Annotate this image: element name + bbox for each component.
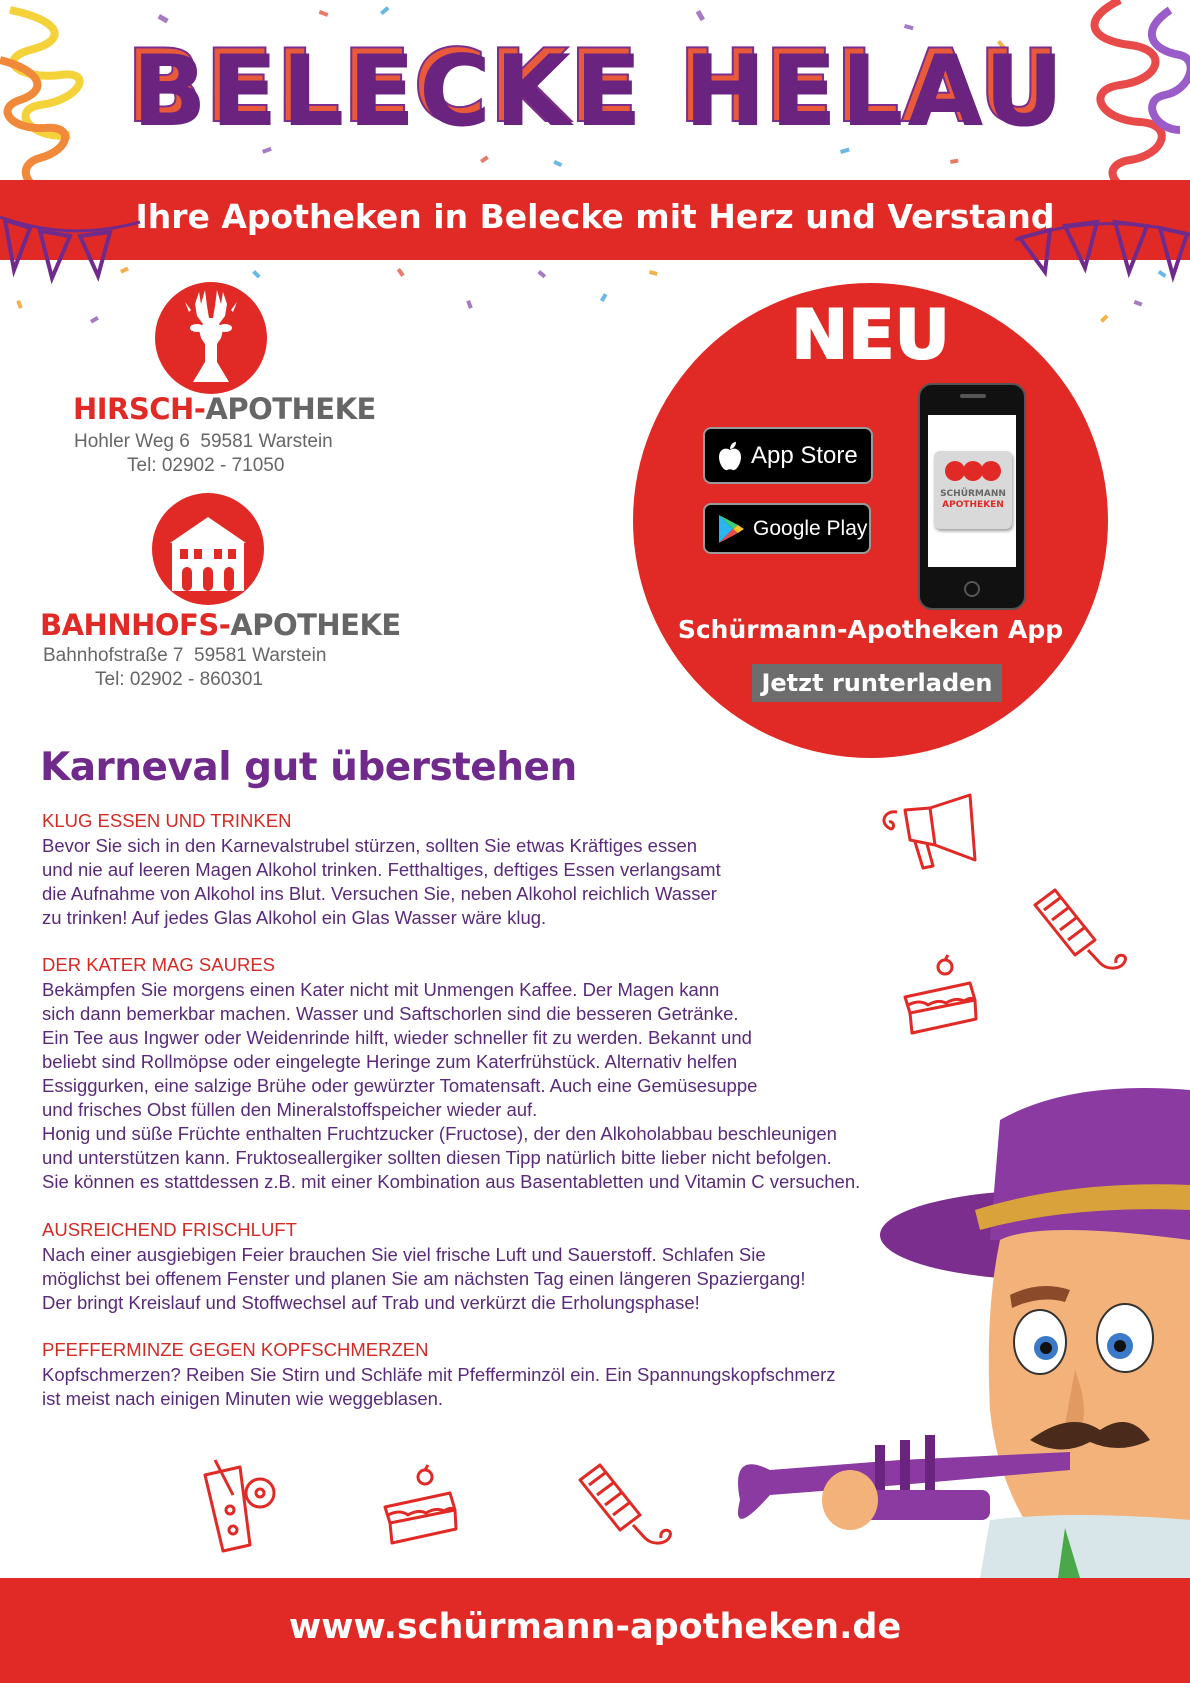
section-body: Kopfschmerzen? Reiben Sie Stirn und Schläfe mit Pfefferminzöl ein. Ein Spannungskopfschmerz ist meist nach einigen Minuten wie weggeblasen.	[42, 1364, 836, 1409]
megaphone-icon	[875, 790, 985, 880]
pharmacy-phone: Tel: 02902 - 860301	[95, 669, 263, 690]
website-link[interactable]: www.schürmann-apotheken.de	[288, 1607, 902, 1647]
download-button[interactable]: Jetzt runterladen	[752, 664, 1002, 702]
cake-icon	[900, 955, 980, 1040]
pharmacy-hirsch	[55, 280, 375, 480]
banner-text: Ihre Apotheken in Belecke mit Herz und Verstand	[135, 197, 1055, 236]
google-play-icon	[717, 514, 745, 544]
pharmacy-address: Hohler Weg 6 59581 Warstein	[74, 431, 333, 452]
pharmacy-name: BAHNHOFS-APOTHEKE	[40, 608, 401, 642]
section-body: Bevor Sie sich in den Karnevalstrubel stürzen, sollten Sie etwas Kräftiges essen und nie auf leeren Magen Alkohol trinken. Fetthaltiges, deftiges Essen verlangsamt die Aufnahme von Alkohol ins Blut. Versuchen Sie, neben Alkohol reichlich Wasser zu trinken! Auf jedes Glas Alkohol ein Glas Wasser wäre klug.	[42, 835, 721, 928]
section-heading: AUSREICHEND FRISCHLUFT	[42, 1219, 297, 1240]
section-heading: PFEFFERMINZE GEGEN KOPFSCHMERZEN	[42, 1339, 429, 1360]
section-body: Bekämpfen Sie morgens einen Kater nicht mit Unmengen Kaffee. Der Magen kann sich dann bemerkbar machen. Wasser und Saftschorlen sind die besseren Getränke. Ein Tee aus Ingwer oder Weidenrinde hilft, wieder schneller fit zu werden. Bekannt und beliebt sind Rollmöpse oder eingelegte Heringe zum Katerfrühstück. Alternativ helfen Essiggurken, eine salzige Brühe oder gewürzter Tomatensaft. Auch eine Gemüsesuppe und frisches Obst füllen den Mineralstoffspeicher wieder auf. Honig und süße Früchte enthalten Fruchtzucker (Fructose), der den Alkoholabbau beschleunigen und unterstützen kann. Fruktoseallergiker sollten diesen Tipp natürlich bitte lieber nicht befolgen. Sie können es stattdessen z.B. mit einer Kombination aus Basentabletten und Vitamin C versuchen.	[42, 979, 861, 1192]
app-name: Schürmann-Apotheken App	[677, 615, 1064, 644]
app-logo-line1: SCHÜRMANN	[940, 489, 1006, 499]
page-title: BELECKE HELAU	[127, 30, 1063, 144]
section-heading: KLUG ESSEN UND TRINKEN	[42, 810, 292, 831]
drink-icon	[195, 1455, 285, 1555]
app-store-button[interactable]	[703, 427, 873, 484]
rocket-icon	[575, 1460, 675, 1555]
rocket-icon	[1030, 885, 1130, 975]
article-title: Karneval gut überstehen	[40, 745, 577, 790]
phone-mockup	[918, 383, 1026, 610]
station-building-icon	[152, 493, 264, 605]
pharmacy-address: Bahnhofstraße 7 59581 Warstein	[43, 645, 327, 666]
app-logo-line2: APOTHEKEN	[942, 500, 1004, 510]
cake-icon	[380, 1465, 460, 1550]
new-badge: NEU	[791, 296, 950, 375]
pharmacy-bahnhof	[30, 485, 401, 695]
google-play-button[interactable]	[703, 503, 871, 554]
bunting-icon	[1015, 210, 1190, 310]
apple-icon	[717, 441, 743, 471]
section-heading: DER KATER MAG SAURES	[42, 954, 276, 975]
app-icon	[934, 451, 1012, 529]
app-store-label: App Store	[751, 441, 858, 469]
deer-head-icon	[155, 282, 267, 394]
google-play-label: Google Play	[753, 516, 868, 540]
carnival-musician-illustration	[740, 1080, 1190, 1578]
section-body: Nach einer ausgiebigen Feier brauchen Sie viel frische Luft und Sauerstoff. Schlafen Sie möglichst bei offenem Fenster und planen Sie am nächsten Tag einen längeren Spaziergang! Der bringt Kreislauf und Stoffwechsel auf Trab und verkürzt die Erholungsphase!	[42, 1244, 806, 1313]
pharmacy-phone: Tel: 02902 - 71050	[127, 455, 285, 476]
pharmacy-name: HIRSCH-APOTHEKE	[73, 392, 376, 426]
